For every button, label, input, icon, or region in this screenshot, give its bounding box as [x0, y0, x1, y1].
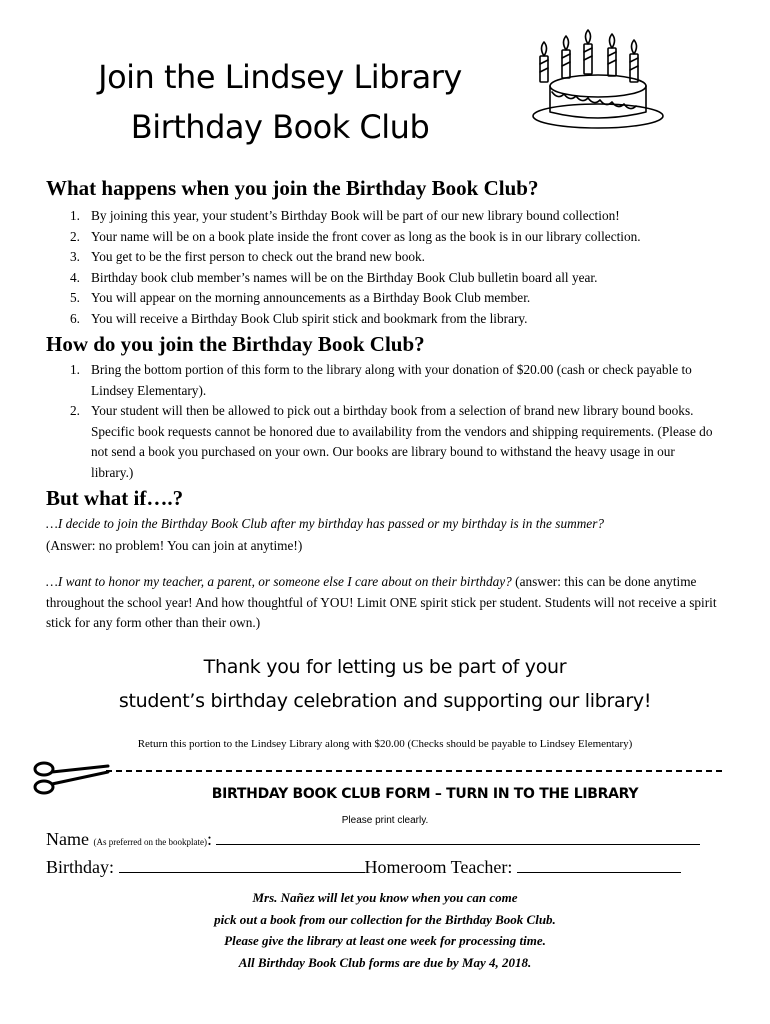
closing-line-2: pick out a book from our collection for the Birthday Book Club. [214, 911, 556, 927]
what-happens-list [70, 206, 641, 329]
title-line-2: Birthday Book Club [130, 108, 430, 146]
name-field[interactable] [216, 830, 700, 845]
birthday-label: Birthday: [46, 857, 114, 877]
list-item: 2. Your name will be on a book plate inside the front cover as long as the book is in our library collection. [70, 228, 641, 244]
list-item: 4. Birthday book club member’s names will be on the Birthday Book Club bulletin board all year. [70, 269, 598, 285]
thank-you-line-2: student’s birthday celebration and supporting our library! [118, 690, 652, 712]
name-colon: : [206, 829, 212, 849]
print-clearly-note: Please print clearly. [341, 815, 429, 826]
section-what-if-heading: But what if….? [46, 486, 184, 510]
faq-question-1: …I decide to join the Birthday Book Club after my birthday has passed or my birthday is in the summer? [46, 516, 605, 531]
list-item: 6. You will receive a Birthday Book Club spirit stick and bookmark from the library. [70, 310, 528, 326]
name-hint: (As preferred on the bookplate) [93, 837, 207, 847]
how-to-join-list [70, 360, 719, 483]
cut-line [106, 770, 722, 772]
thank-you-line-1: Thank you for letting us be part of your [203, 656, 567, 678]
list-item: 1. By joining this year, your student’s Birthday Book will be part of our new library bound collection! [70, 208, 620, 223]
flyer-title [0, 52, 560, 152]
closing-line-3: Please give the library at least one week for processing time. [224, 933, 546, 948]
list-item: 1. Bring the bottom portion of this form to the library along with your donation of $20.00 (cash or check payable to Lindsey Elementary). [70, 362, 692, 398]
closing-line-1: Mrs. Nañez will let you know when you can come [252, 890, 518, 905]
list-item: 5. You will appear on the morning announcements as a Birthday Book Club member. [70, 290, 531, 305]
form-title: BIRTHDAY BOOK CLUB FORM – TURN IN TO THE LIBRARY [211, 786, 639, 802]
section-how-to-join-heading: How do you join the Birthday Book Club? [46, 332, 425, 356]
name-label: Name [46, 829, 89, 849]
birthday-field[interactable] [119, 858, 365, 873]
list-item: 2. Your student will then be allowed to pick out a birthday book from a selection of brand new library bound books. Specific book requests cannot be honored due to availability from the vendors and shipping requirements. (Please do not send a book you purchased on your own. Our books are library bound to withstand the heavy usage in our library.) [70, 403, 713, 480]
section-what-happens-heading: What happens when you join the Birthday Book Club? [46, 176, 539, 200]
return-note: Return this portion to the Lindsey Library along with $20.00 (Checks should be payable to Lindsey Elementary) [137, 738, 633, 750]
homeroom-label: Homeroom Teacher: [364, 857, 513, 877]
closing-note [0, 887, 770, 973]
title-line-1: Join the Lindsey Library [98, 58, 462, 96]
faq-answer-1: (Answer: no problem! You can join at anytime!) [46, 538, 303, 553]
closing-line-4: All Birthday Book Club forms are due by May 4, 2018. [238, 954, 532, 970]
birthday-field-row [46, 857, 681, 878]
list-item: 3. You get to be the first person to check out the brand new book. [70, 249, 425, 264]
homeroom-field[interactable] [517, 858, 681, 873]
faq-question-2: …I want to honor my teacher, a parent, or someone else I care about on their birthday? (answer: this can be done anytime throughout the school year! And how thoughtful of YOU! Limit ONE spirit stick per student. Students will not receive a spirit stick for any form other than their own.) [46, 574, 717, 630]
birthday-cake-icon [528, 28, 668, 133]
name-field-row [46, 829, 700, 850]
thank-you-message [0, 650, 770, 718]
